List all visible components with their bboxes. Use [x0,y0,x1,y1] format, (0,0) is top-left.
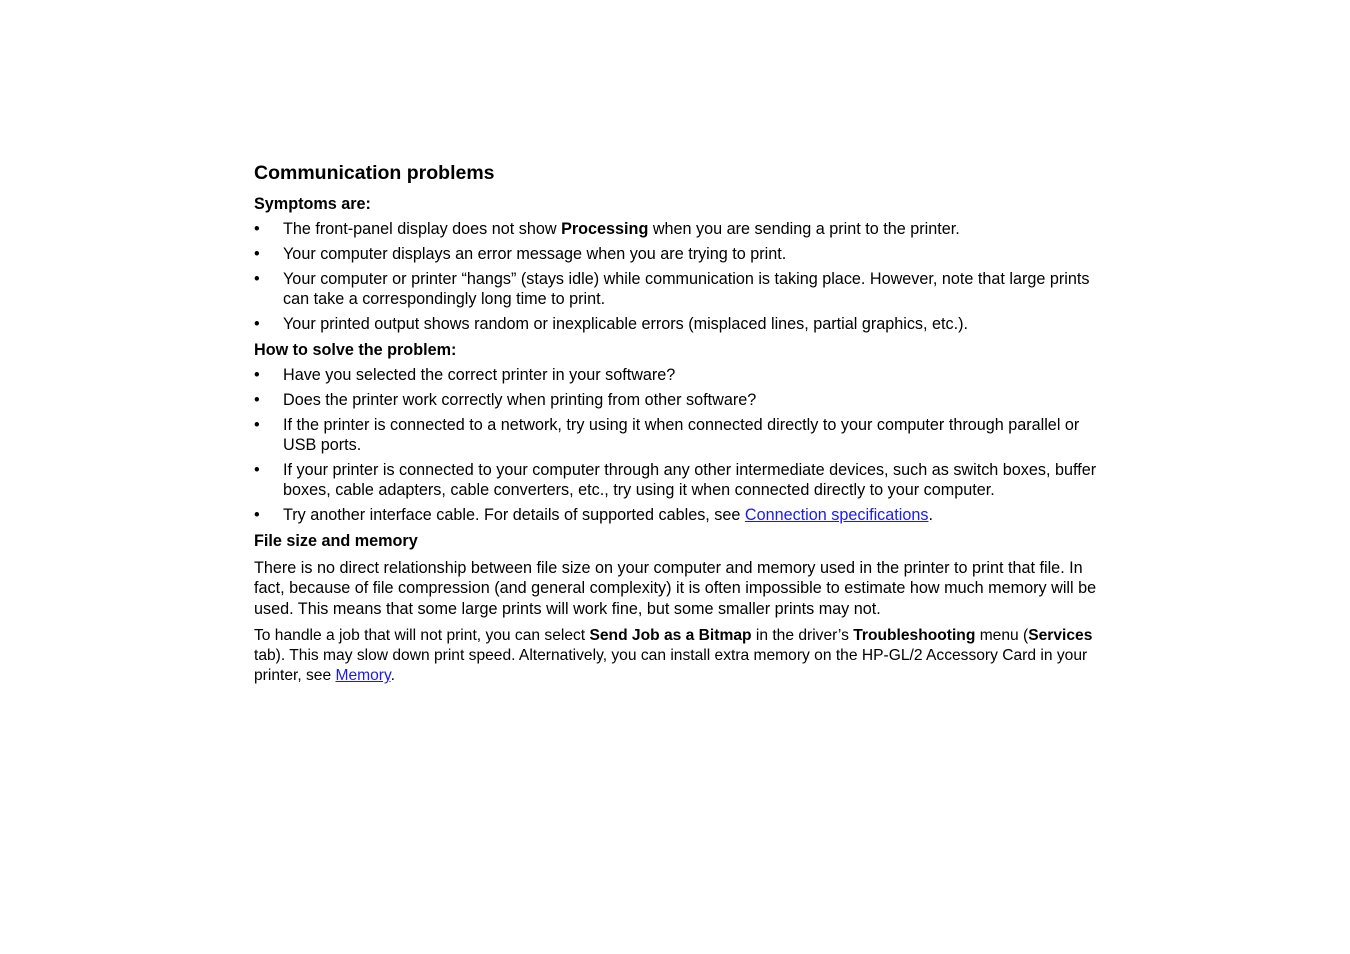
para-text: tab). This may slow down print speed. Alternatively, you can install extra memory on the HP-GL/2 Accessory Card in your printer, see [254,647,1088,685]
symptoms-heading: Symptoms are: [254,195,371,213]
page-title: Communication problems [254,162,495,184]
processing-term: Processing [561,220,649,239]
list-item [254,269,1104,309]
bullet-icon: • [254,415,260,434]
item-text: If your printer is connected to your computer through any other intermediate devices, such as switch boxes, buffer boxes, cable adapters, cable converters, etc., try using it when connected directly to your computer. [283,460,1097,499]
item-text: Your computer or printer “hangs” (stays idle) while communication is taking place. However, note that large prints can take a correspondingly long time to print. [283,269,1090,308]
bullet-icon: • [254,269,260,288]
list-item [254,244,1104,264]
bullet-icon: • [254,460,260,479]
send-job-bitmap-term: Send Job as a Bitmap [589,626,752,644]
item-text: If the printer is connected to a network, try using it when connected directly to your computer through parallel or USB ports. [283,415,1080,454]
bullet-icon: • [254,220,260,239]
list-item [254,460,1104,500]
bullet-icon: • [254,505,260,524]
item-text: . [928,505,933,524]
memory-link[interactable]: Memory [335,667,391,685]
bullet-icon: • [254,314,260,333]
bullet-icon: • [254,366,260,385]
solve-list [254,365,1104,525]
item-text: Try another interface cable. For details of supported cables, see [283,505,745,524]
para-text: in the driver’s [751,626,854,644]
item-text: The front-panel display does not show [283,220,562,239]
bullet-icon: • [254,391,260,409]
item-text: Your printed output shows random or inexplicable errors (misplaced lines, partial graphics, etc.). [283,314,969,333]
bullet-icon: • [254,245,260,263]
para-text: To handle a job that will not print, you can select [254,626,590,644]
services-term: Services [1028,626,1093,644]
bitmap-paragraph [254,626,1104,687]
item-text: when you are sending a print to the printer. [648,220,960,239]
list-item [254,505,1104,525]
item-text: Does the printer work correctly when printing from other software? [283,391,757,409]
connection-specifications-link[interactable]: Connection specifications [744,505,929,524]
para-text: . [390,667,395,685]
solve-heading: How to solve the problem: [254,341,457,359]
item-text: Your computer displays an error message when you are trying to print. [283,245,787,263]
item-text: Have you selected the correct printer in your software? [283,366,676,385]
list-item [254,415,1104,455]
list-item [254,365,1104,385]
list-item [254,314,1104,334]
file-size-paragraph: There is no direct relationship between file size on your computer and memory used in the printer to print that file. In fact, because of file compression (and general complexity) it is often impossible to estimate how much memory will be used. This means that some large prints will work fine, but some smaller prints may not. [254,559,1097,618]
symptoms-list [254,219,1104,334]
file-size-heading: File size and memory [254,532,418,550]
para-text: menu ( [975,626,1029,644]
document-page [254,160,1104,693]
troubleshooting-term: Troubleshooting [853,626,976,644]
list-item [254,390,1104,410]
list-item [254,219,1104,239]
